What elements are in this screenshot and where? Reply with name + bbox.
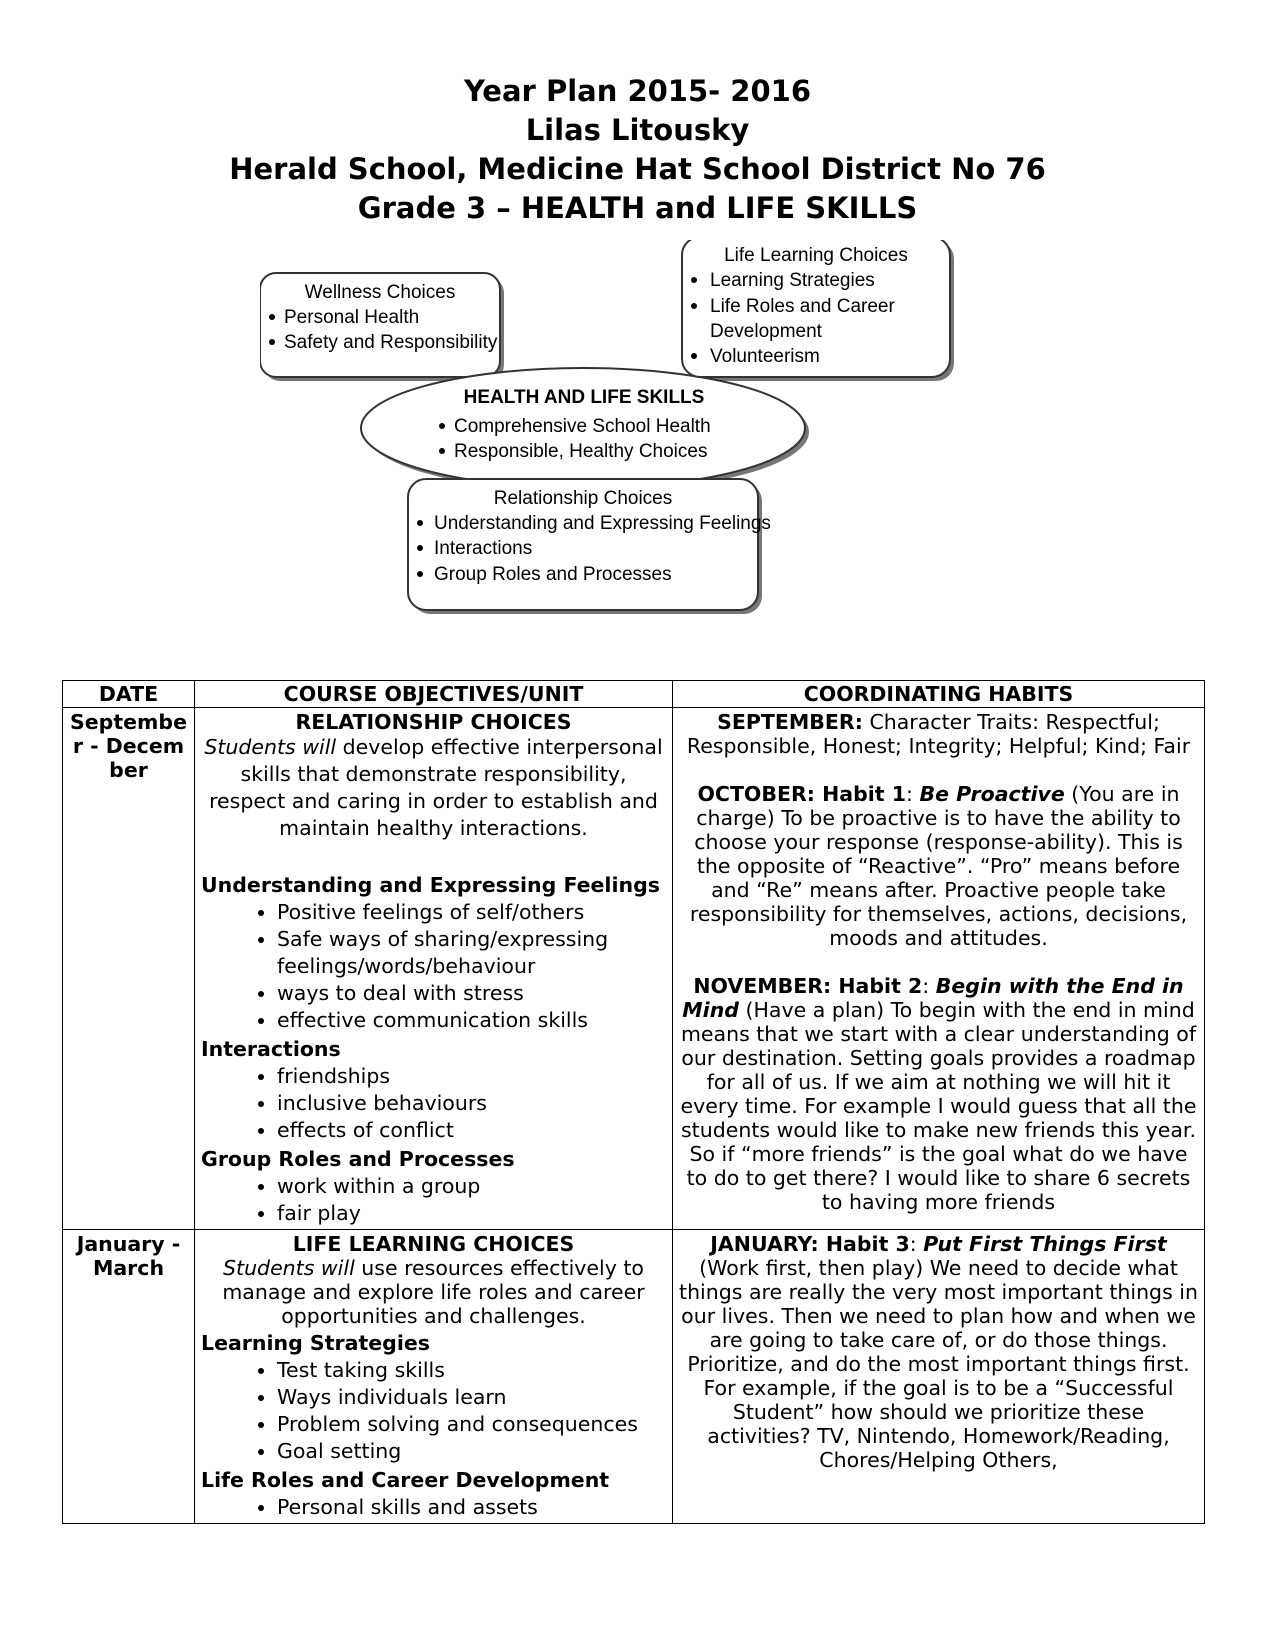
list-item: • Safe ways of sharing/expressing feelings/words/behaviour — [277, 926, 666, 980]
habit-november: NOVEMBER: Habit 2: Begin with the End in Mind (Have a plan) To begin with the end in mind means that we start with a clear understanding of our destination. Setting goals provides a roadmap for all of us. If we aim at nothing we will hit it every time. For example I would guess that all the students would like to make new friends this year. So if “more friends” is the goal what do we have to do to get there? I would like to share 6 secrets to having more friends — [680, 974, 1197, 1214]
bullet-icon — [417, 545, 423, 551]
section-title: Group Roles and Processes — [201, 1147, 515, 1171]
relationship-item: Group Roles and Processes — [434, 564, 672, 585]
wellness-item: Safety and Responsibility — [284, 332, 498, 353]
row-habits — [673, 1230, 1205, 1524]
list-item: • effects of conflict — [277, 1117, 666, 1144]
center-title: HEALTH AND LIFE SKILLS — [463, 387, 705, 408]
bullet-icon — [691, 303, 697, 309]
unit-title: RELATIONSHIP CHOICES — [295, 710, 572, 734]
header-habits: COORDINATING HABITS — [673, 681, 1205, 708]
section-list — [201, 899, 666, 1034]
habit-january: JANUARY: Habit 3: Put First Things First (Work first, then play) We need to decide what things are really the very most important things in our lives. Then we need to plan how and when we are going to take care of, or do those things. Prioritize, and do the most important things first. For example, if the goal is to be a “Successful Student” how should we prioritize these activities? TV, Nintendo, Homework/Reading, Chores/Helping Others, — [679, 1232, 1198, 1472]
habit-text: (Work first, then play) We need to decide what things are really the very most important things in our lives. Then we need to plan how and when we are going to take care of, or do those things. Prioritize, and do the most important things first. For example, if the goal is to be a “Successful Student” how should we prioritize these activities? TV, Nintendo, Homework/Reading, Chores/Helping Others, — [679, 1256, 1198, 1472]
wellness-item: Personal Health — [284, 307, 420, 328]
life-learning-title: Life Learning Choices — [724, 245, 908, 266]
habit-october: OCTOBER: Habit 1: Be Proactive (You are in charge) To be proactive is to have the ability to choose your response (response-ability). This is the opposite of “Reactive”. “Pro” means before and “Re” means after. Proactive people take responsibility for themselves, actions, decisions, moods and attitudes. — [689, 782, 1188, 950]
list-item: • Problem solving and consequences — [277, 1411, 666, 1438]
list-item: • fair play — [277, 1200, 666, 1227]
unit-title: LIFE LEARNING CHOICES — [292, 1232, 575, 1256]
section-list — [201, 1173, 666, 1227]
header-objectives: COURSE OBJECTIVES/UNIT — [195, 681, 673, 708]
list-item: • Positive feelings of self/others — [277, 899, 666, 926]
bullet-icon — [439, 423, 445, 429]
intro-text: develop effective interpersonal skills that demonstrate responsibility, respect and caring in order to establish and maintain healthy interactions. — [209, 735, 663, 840]
intro-lead: Students will — [204, 735, 337, 759]
year-plan-table — [62, 680, 1205, 1524]
section-title: Understanding and Expressing Feelings — [201, 873, 660, 897]
row-objectives — [195, 708, 673, 1230]
intro-lead: Students will — [223, 1256, 355, 1280]
habit-september — [679, 710, 1198, 758]
habit-month-label: SEPTEMBER: — [717, 710, 863, 734]
unit-intro — [201, 734, 666, 842]
bullet-icon — [417, 571, 423, 577]
bullet-icon — [269, 314, 275, 320]
title-course: Grade 3 – HEALTH and LIFE SKILLS — [357, 191, 918, 225]
relationship-item: Understanding and Expressing Feelings — [434, 513, 771, 534]
bullet-icon — [691, 277, 697, 283]
unit-intro — [201, 1256, 666, 1328]
relationship-title: Relationship Choices — [493, 488, 673, 509]
list-item: • Test taking skills — [277, 1357, 666, 1384]
title-teacher: Lilas Litousky — [525, 113, 750, 147]
bullet-icon — [439, 448, 445, 454]
list-item: • Goal setting — [277, 1438, 666, 1465]
row-objectives — [195, 1230, 673, 1524]
table-header-row — [63, 681, 1205, 708]
habit-name: Be Proactive — [919, 782, 1065, 806]
center-item: Responsible, Healthy Choices — [454, 441, 708, 462]
list-item: • effective communication skills — [277, 1007, 666, 1034]
habit-month-label: NOVEMBER: Habit 2 — [693, 974, 923, 998]
bullet-icon — [269, 339, 275, 345]
wellness-title: Wellness Choices — [304, 282, 456, 303]
title-school: Herald School, Medicine Hat School District No 76 — [229, 152, 1046, 186]
habit-month-label: OCTOBER: Habit 1 — [697, 782, 906, 806]
bullet-icon — [417, 520, 423, 526]
habit-text: (You are in charge) To be proactive is to have the ability to choose your response (response-ability). This is the opposite of “Reactive”. “Pro” means before and “Re” means after. Proactive people take responsibility for themselves, actions, decisions, moods and attitudes. — [689, 782, 1188, 950]
intro-text: use resources effectively to manage and explore life roles and career opportunities and challenges. — [222, 1256, 645, 1328]
section-title: Interactions — [201, 1037, 341, 1061]
life-learning-item: Life Roles and Career — [710, 296, 895, 317]
header-date: DATE — [63, 681, 195, 708]
document-title — [0, 72, 1275, 228]
list-item: • work within a group — [277, 1173, 666, 1200]
habit-month-label: JANUARY: Habit 3 — [710, 1232, 910, 1256]
life-learning-item: Learning Strategies — [710, 270, 875, 291]
habit-name: Begin with the End in Mind — [682, 974, 1184, 1022]
health-life-skills-diagram — [260, 240, 1020, 640]
bullet-icon — [691, 353, 697, 359]
row-date: September - December — [63, 708, 195, 1230]
life-learning-item: Volunteerism — [710, 346, 820, 367]
list-item: • ways to deal with stress — [277, 980, 666, 1007]
section-title: Learning Strategies — [201, 1331, 430, 1355]
row-date: January - March — [63, 1230, 195, 1524]
section-list — [201, 1357, 666, 1465]
list-item: • friendships — [277, 1063, 666, 1090]
section-title: Life Roles and Career Development — [201, 1468, 610, 1492]
list-item: • inclusive behaviours — [277, 1090, 666, 1117]
title-year-plan: Year Plan 2015- 2016 — [463, 74, 812, 108]
table-row — [63, 1230, 1205, 1524]
section-list — [201, 1063, 666, 1144]
habit-text: Character Traits: Respectful; Responsible, Honest; Integrity; Helpful; Kind; Fair — [686, 710, 1191, 758]
relationship-item: Interactions — [434, 538, 533, 559]
life-learning-item: Development — [710, 321, 822, 342]
center-item: Comprehensive School Health — [454, 416, 711, 437]
list-item: • Personal skills and assets — [277, 1494, 666, 1521]
section-list — [201, 1494, 666, 1521]
table-row — [63, 708, 1205, 1230]
row-habits — [673, 708, 1205, 1230]
list-item: • Ways individuals learn — [277, 1384, 666, 1411]
habit-text: (Have a plan) To begin with the end in mind means that we start with a clear understanding of our destination. Setting goals provides a roadmap for all of us. If we aim at nothing we will hit it every time. For example I would guess that all the students would like to make new friends this year. So if “more friends” is the goal what do we have to do to get there? I would like to share 6 secrets to having more friends — [680, 998, 1197, 1214]
habit-name: Put First Things First — [923, 1232, 1167, 1256]
